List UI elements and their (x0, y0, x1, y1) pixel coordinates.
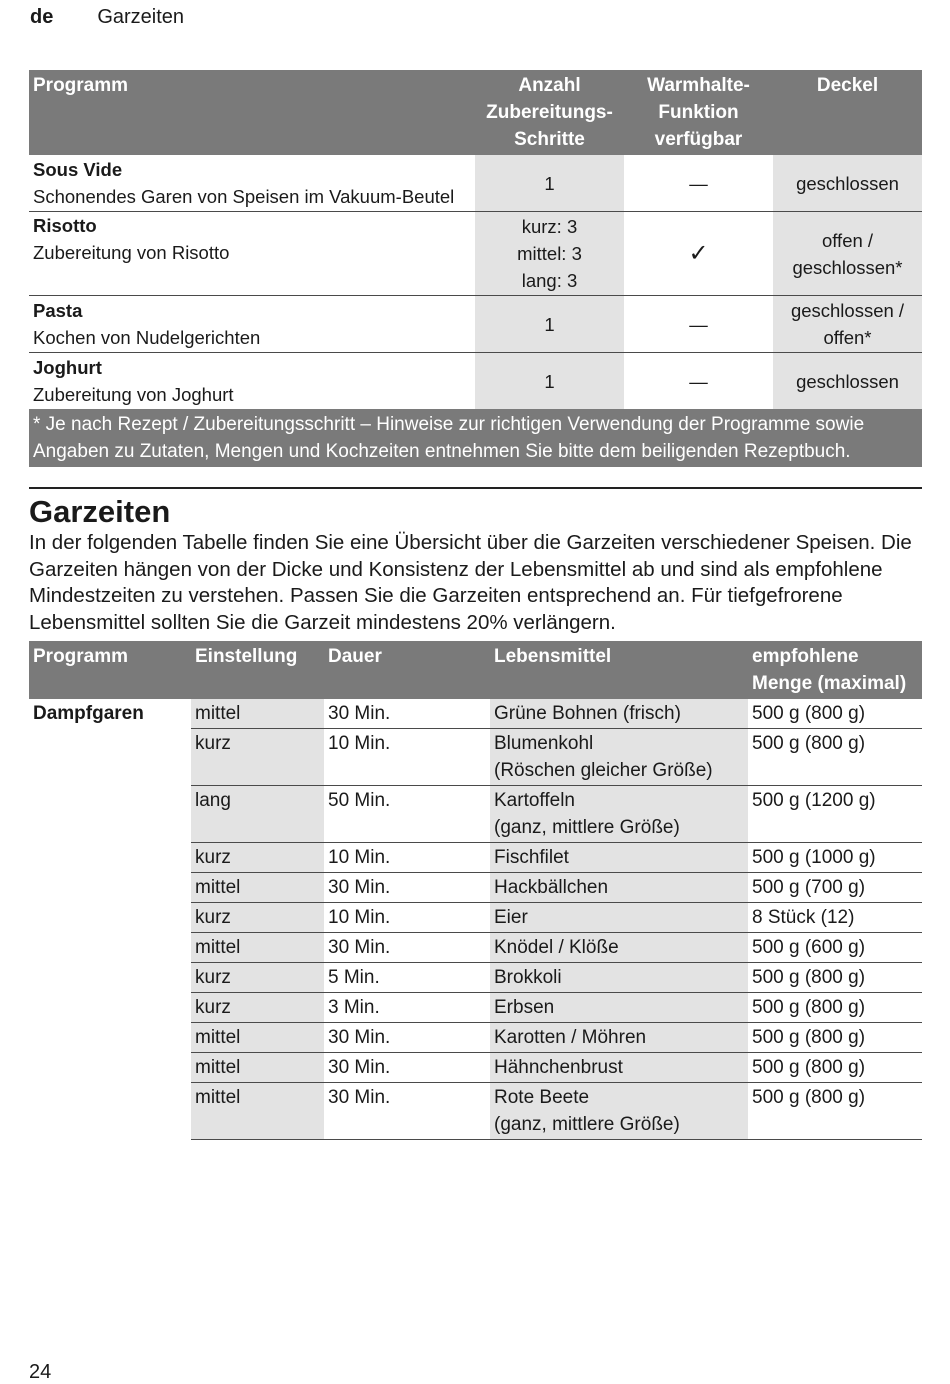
amount-cell: 500 g (800 g) (748, 1053, 922, 1083)
food-cell: Brokkoli (490, 963, 748, 993)
page-number: 24 (29, 1361, 52, 1383)
setting-cell: mittel (191, 873, 324, 903)
steps-cell: 1 (475, 353, 624, 410)
food-cell: Knödel / Klöße (490, 933, 748, 963)
program-row (29, 296, 922, 353)
program-desc: Schonendes Garen von Speisen im Vakuum-Beutel (33, 186, 455, 207)
intro-paragraph: In der folgenden Tabelle finden Sie eine Übersicht über die Garzeiten verschiedener Speisen. Die Garzeiten hängen von der Dicke und Konsistenz der Lebensmittel ab und sind als empfohlene Mindestzeiten zu verstehen. Passen Sie die Garzeiten entsprechend an. Für tiefgefrorene Lebensmittel sollten Sie die Garzeit mindestens 20% verlängern. (29, 531, 912, 634)
food-cell: Fischfilet (490, 843, 748, 873)
setting-cell: mittel (191, 699, 324, 729)
amount-cell: 500 g (800 g) (748, 963, 922, 993)
duration-cell: 30 Min. (324, 699, 490, 729)
col-header-programm: Programm (29, 641, 191, 699)
section-title: Garzeiten (29, 494, 171, 529)
steps-cell: 1 (475, 155, 624, 212)
duration-cell: 3 Min. (324, 993, 490, 1023)
setting-cell: kurz (191, 729, 324, 786)
amount-cell: 500 g (700 g) (748, 873, 922, 903)
dash-icon: — (689, 172, 708, 194)
food-cell: Kartoffeln (ganz, mittlere Größe) (490, 786, 748, 843)
setting-cell: kurz (191, 963, 324, 993)
duration-cell: 10 Min. (324, 903, 490, 933)
amount-cell: 500 g (600 g) (748, 933, 922, 963)
amount-cell: 500 g (800 g) (748, 699, 922, 729)
duration-cell: 50 Min. (324, 786, 490, 843)
setting-cell: mittel (191, 933, 324, 963)
col-header-lebensmittel: Lebensmittel (490, 641, 748, 699)
section-label: Garzeiten (97, 6, 185, 28)
setting-cell: mittel (191, 1053, 324, 1083)
food-cell: Grüne Bohnen (frisch) (490, 699, 748, 729)
setting-cell: mittel (191, 1083, 324, 1140)
lid-cell: geschlossen (773, 155, 922, 212)
amount-cell: 500 g (1200 g) (748, 786, 922, 843)
food-cell: Rote Beete (ganz, mittlere Größe) (490, 1083, 748, 1140)
food-cell: Hähnchenbrust (490, 1053, 748, 1083)
program-row (29, 155, 922, 212)
program-row (29, 353, 922, 410)
col-header-steps: Anzahl Zubereitungs- Schritte (475, 70, 624, 155)
dash-icon: — (689, 313, 708, 335)
col-header-warm: Warmhalte- Funktion verfügbar (624, 70, 773, 155)
programs-table (29, 70, 922, 467)
col-header-menge: empfohlene Menge (maximal) (748, 641, 922, 699)
steps-cell: 1 (475, 296, 624, 353)
program-name: Dampfgaren (33, 703, 144, 724)
duration-cell: 30 Min. (324, 933, 490, 963)
dash-icon: — (689, 370, 708, 392)
section-divider (29, 487, 922, 489)
program-name: Pasta (33, 300, 83, 321)
amount-cell: 500 g (1000 g) (748, 843, 922, 873)
col-header-deckel: Deckel (773, 70, 922, 155)
program-desc: Zubereitung von Joghurt (33, 384, 234, 405)
setting-cell: kurz (191, 993, 324, 1023)
footnote: * Je nach Rezept / Zubereitungsschritt – Hinweise zur richtigen Verwendung der Programme sowie Angaben zu Zutaten, Mengen und Kochzeiten entnehmen Sie bitte dem beiligenden Rezeptbuch. (29, 409, 922, 467)
food-cell: Blumenkohl (Röschen gleicher Größe) (490, 729, 748, 786)
setting-cell: kurz (191, 843, 324, 873)
food-cell: Erbsen (490, 993, 748, 1023)
duration-cell: 30 Min. (324, 873, 490, 903)
amount-cell: 500 g (800 g) (748, 993, 922, 1023)
lid-cell: geschlossen / offen* (773, 296, 922, 353)
times-header-row (29, 641, 922, 699)
checkmark-icon: ✓ (688, 240, 709, 267)
amount-cell: 500 g (800 g) (748, 1083, 922, 1140)
amount-cell: 500 g (800 g) (748, 1023, 922, 1053)
lid-cell: offen / geschlossen* (773, 212, 922, 296)
food-cell: Eier (490, 903, 748, 933)
food-cell: Hackbällchen (490, 873, 748, 903)
duration-cell: 30 Min. (324, 1083, 490, 1140)
food-cell: Karotten / Möhren (490, 1023, 748, 1053)
program-desc: Zubereitung von Risotto (33, 242, 230, 263)
lid-cell: geschlossen (773, 353, 922, 410)
page-header (30, 6, 184, 29)
program-desc: Kochen von Nudelgerichten (33, 327, 261, 348)
duration-cell: 5 Min. (324, 963, 490, 993)
amount-cell: 500 g (800 g) (748, 729, 922, 786)
program-name: Risotto (33, 215, 97, 236)
duration-cell: 10 Min. (324, 729, 490, 786)
duration-cell: 10 Min. (324, 843, 490, 873)
setting-cell: kurz (191, 903, 324, 933)
language-label: de (30, 6, 54, 28)
steps-cell: kurz: 3 mittel: 3 lang: 3 (475, 212, 624, 296)
cooking-times-table (29, 641, 922, 1140)
duration-cell: 30 Min. (324, 1023, 490, 1053)
setting-cell: mittel (191, 1023, 324, 1053)
duration-cell: 30 Min. (324, 1053, 490, 1083)
program-row (29, 212, 922, 296)
setting-cell: lang (191, 786, 324, 843)
col-header-einstellung: Einstellung (191, 641, 324, 699)
amount-cell: 8 Stück (12) (748, 903, 922, 933)
program-name: Joghurt (33, 357, 102, 378)
col-header-programm: Programm (29, 70, 475, 155)
col-header-dauer: Dauer (324, 641, 490, 699)
programs-header-row (29, 70, 922, 155)
program-name: Sous Vide (33, 159, 123, 180)
table-row (29, 699, 922, 729)
